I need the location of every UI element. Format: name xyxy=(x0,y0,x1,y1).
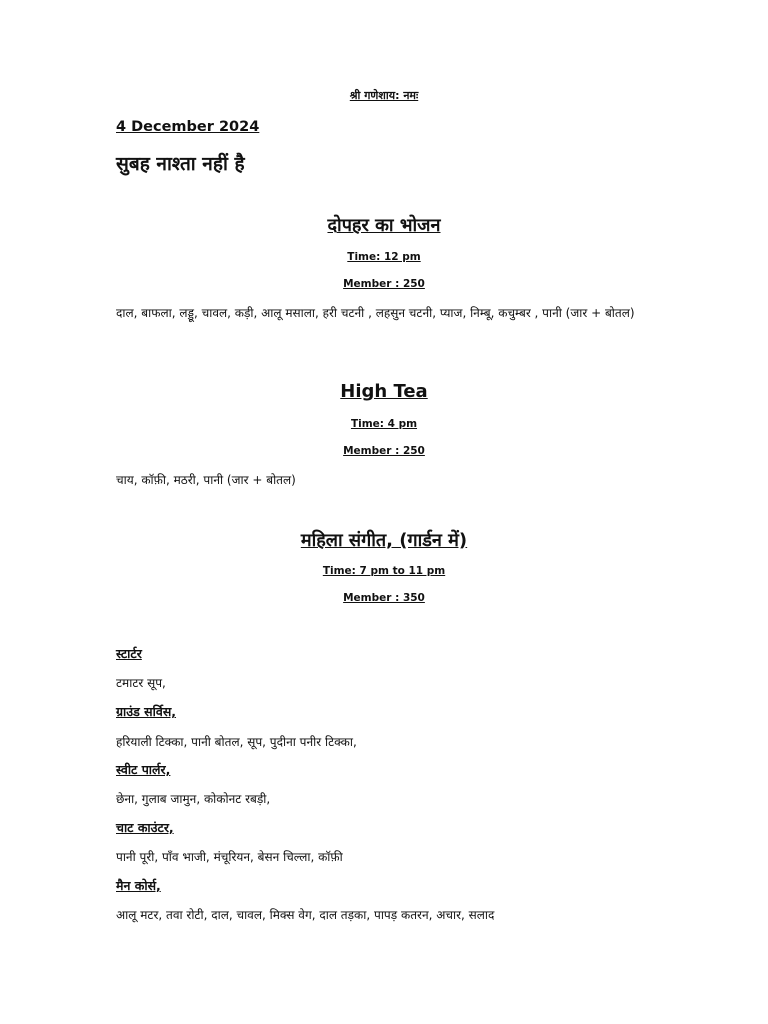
sangeet-section-title: महिला संगीत, (गार्डन में) xyxy=(300,530,468,551)
high-tea-menu-items: चाय, कॉफ़ी, मठरी, पानी (जार + बोतल) xyxy=(116,473,296,487)
lunch-menu-items: दाल, बाफला, लड्डू, चावल, कड़ी, आलू मसाला, हरी चटनी , लहसुन चटनी, प्याज, निम्बू, कचुम्बर , पानी (जार + बोतल) xyxy=(116,306,635,320)
sweet-parlour-heading: स्वीट पार्लर, xyxy=(116,762,171,777)
sweet-parlour-items: छेना, गुलाब जामुन, कोकोनट रबड़ी, xyxy=(116,792,271,806)
chaat-counter-items: पानी पूरी, पाँव भाजी, मंचूरियन, बेसन चिल्ला, कॉफ़ी xyxy=(116,850,343,864)
high-tea-section-title: High Tea xyxy=(340,381,428,402)
lunch-section-title: दोपहर का भोजन xyxy=(327,215,441,236)
ground-service-items: हरियाली टिक्का, पानी बोतल, सूप, पुदीना पनीर टिक्का, xyxy=(116,735,357,749)
starter-items: टमाटर सूप, xyxy=(116,676,166,690)
high-tea-time: Time: 4 pm xyxy=(350,418,418,430)
lunch-time: Time: 12 pm xyxy=(347,251,421,263)
invocation-heading: श्री गणेशाय: नमः xyxy=(349,89,419,102)
main-course-items: आलू मटर, तवा रोटी, दाल, चावल, मिक्स वेग, दाल तड़का, पापड़ कतरन, अचार, सलाद xyxy=(116,908,495,922)
chaat-counter-heading: चाट काउंटर, xyxy=(116,820,174,835)
main-course-heading: मैन कोर्स, xyxy=(116,878,161,893)
lunch-member-count: Member : 250 xyxy=(343,278,425,290)
sangeet-time: Time: 7 pm to 11 pm xyxy=(322,565,446,577)
breakfast-note: सुबह नाश्ता नहीं है xyxy=(116,153,245,175)
starter-heading: स्टार्टर xyxy=(116,646,142,661)
ground-service-heading: ग्राउंड सर्विस, xyxy=(116,704,177,719)
event-date: 4 December 2024 xyxy=(116,119,260,135)
high-tea-member-count: Member : 250 xyxy=(343,445,425,457)
sangeet-member-count: Member : 350 xyxy=(343,592,425,604)
